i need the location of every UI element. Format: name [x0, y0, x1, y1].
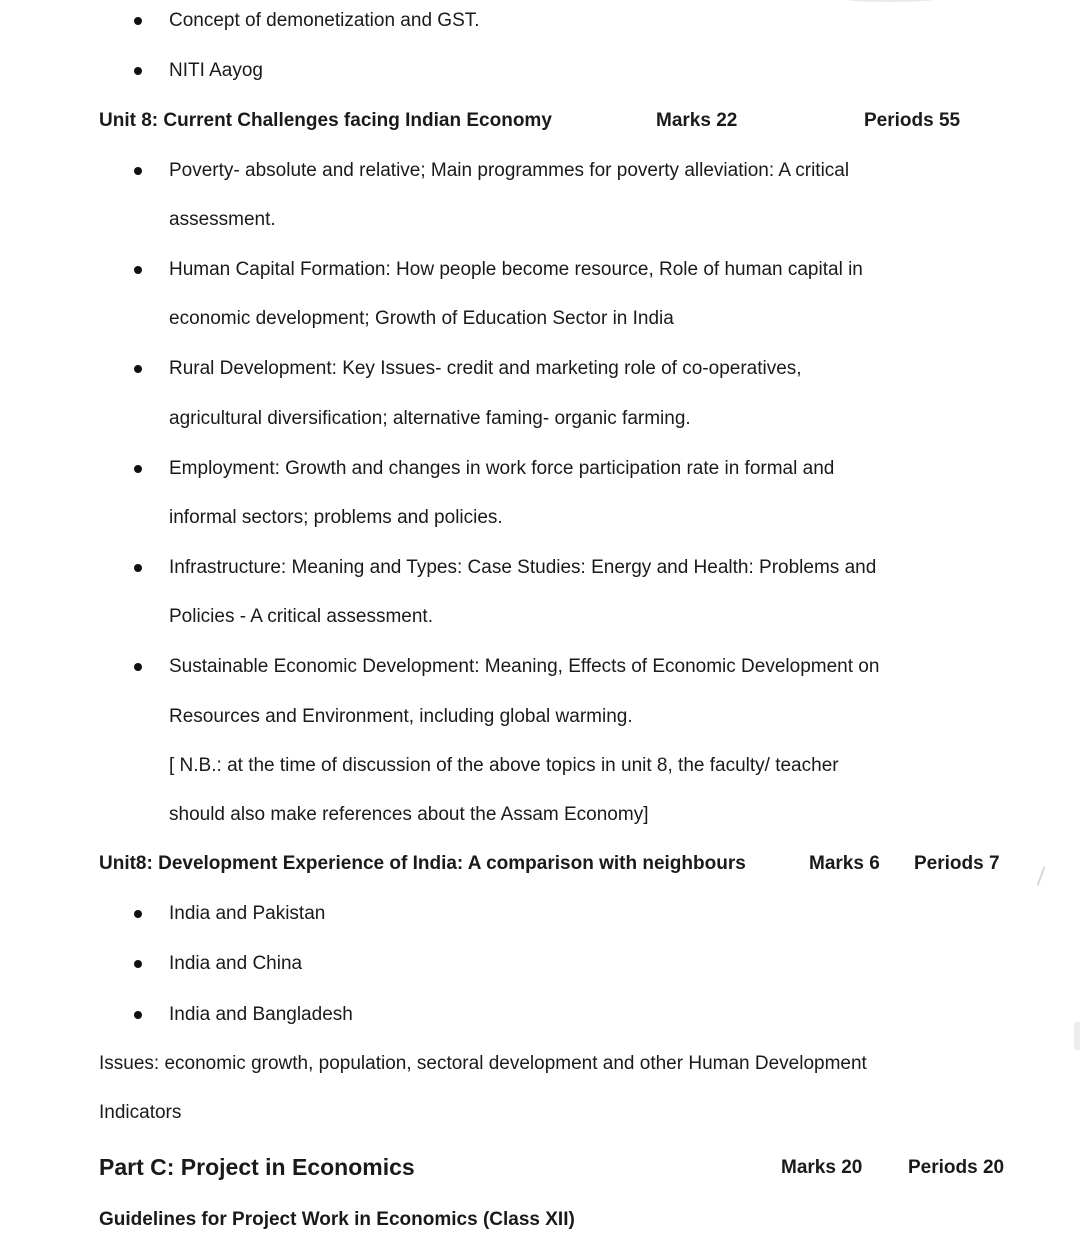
- list-item: India and China: [169, 953, 303, 974]
- unit-8b-title: Unit8: Development Experience of India: A comparison with neighbours: [99, 853, 746, 874]
- issues-line: Issues: economic growth, population, sectoral development and other Human Development: [99, 1053, 867, 1074]
- list-item: Poverty- absolute and relative; Main programmes for poverty alleviation: A critical: [169, 160, 850, 181]
- project-guidelines-heading: Guidelines for Project Work in Economics (Class XII): [99, 1209, 575, 1230]
- pen-mark: [1037, 866, 1046, 885]
- note-line: should also make references about the Assam Economy]: [169, 804, 649, 825]
- page-edge-mark: [1074, 1022, 1080, 1050]
- page-edge-shadow: [840, 0, 940, 2]
- list-item: Sustainable Economic Development: Meaning, Effects of Economic Development on: [169, 656, 880, 677]
- list-item-continuation: Resources and Environment, including global warming.: [169, 706, 633, 727]
- list-item: Human Capital Formation: How people become resource, Role of human capital in: [169, 259, 863, 280]
- bullet-icon: [134, 167, 142, 175]
- list-item-continuation: economic development; Growth of Education Sector in India: [169, 308, 674, 329]
- issues-line: Indicators: [99, 1102, 182, 1123]
- bullet-icon: [134, 67, 142, 75]
- part-c-title: Part C: Project in Economics: [99, 1154, 415, 1180]
- unit-8-periods: Periods 55: [864, 110, 961, 131]
- bullet-icon: [134, 465, 142, 473]
- list-item: Rural Development: Key Issues- credit and marketing role of co-operatives,: [169, 358, 802, 379]
- list-item-continuation: assessment.: [169, 209, 276, 230]
- note-line: [ N.B.: at the time of discussion of the above topics in unit 8, the faculty/ teacher: [169, 755, 839, 776]
- bullet-icon: [134, 365, 142, 373]
- list-item-continuation: informal sectors; problems and policies.: [169, 507, 503, 528]
- bullet-icon: [134, 17, 142, 25]
- bullet-icon: [134, 663, 142, 671]
- bullet-icon: [134, 266, 142, 274]
- list-item: India and Pakistan: [169, 903, 326, 924]
- bullet-icon: [134, 1011, 142, 1019]
- list-item: India and Bangladesh: [169, 1004, 353, 1025]
- part-c-periods: Periods 20: [908, 1157, 1005, 1178]
- list-item: Concept of demonetization and GST.: [169, 10, 480, 31]
- unit-8b-periods: Periods 7: [914, 853, 1000, 874]
- bullet-icon: [134, 564, 142, 572]
- list-item-continuation: agricultural diversification; alternative faming- organic farming.: [169, 408, 691, 429]
- bullet-icon: [134, 910, 142, 918]
- list-item: NITI Aayog: [169, 60, 263, 81]
- part-c-marks: Marks 20: [781, 1157, 863, 1178]
- unit-8b-marks: Marks 6: [809, 853, 880, 874]
- list-item: Infrastructure: Meaning and Types: Case Studies: Energy and Health: Problems and: [169, 557, 877, 578]
- unit-8-title: Unit 8: Current Challenges facing Indian Economy: [99, 110, 552, 131]
- bullet-icon: [134, 960, 142, 968]
- unit-8-marks: Marks 22: [656, 110, 738, 131]
- list-item: Employment: Growth and changes in work force participation rate in formal and: [169, 458, 835, 479]
- list-item-continuation: Policies - A critical assessment.: [169, 606, 433, 627]
